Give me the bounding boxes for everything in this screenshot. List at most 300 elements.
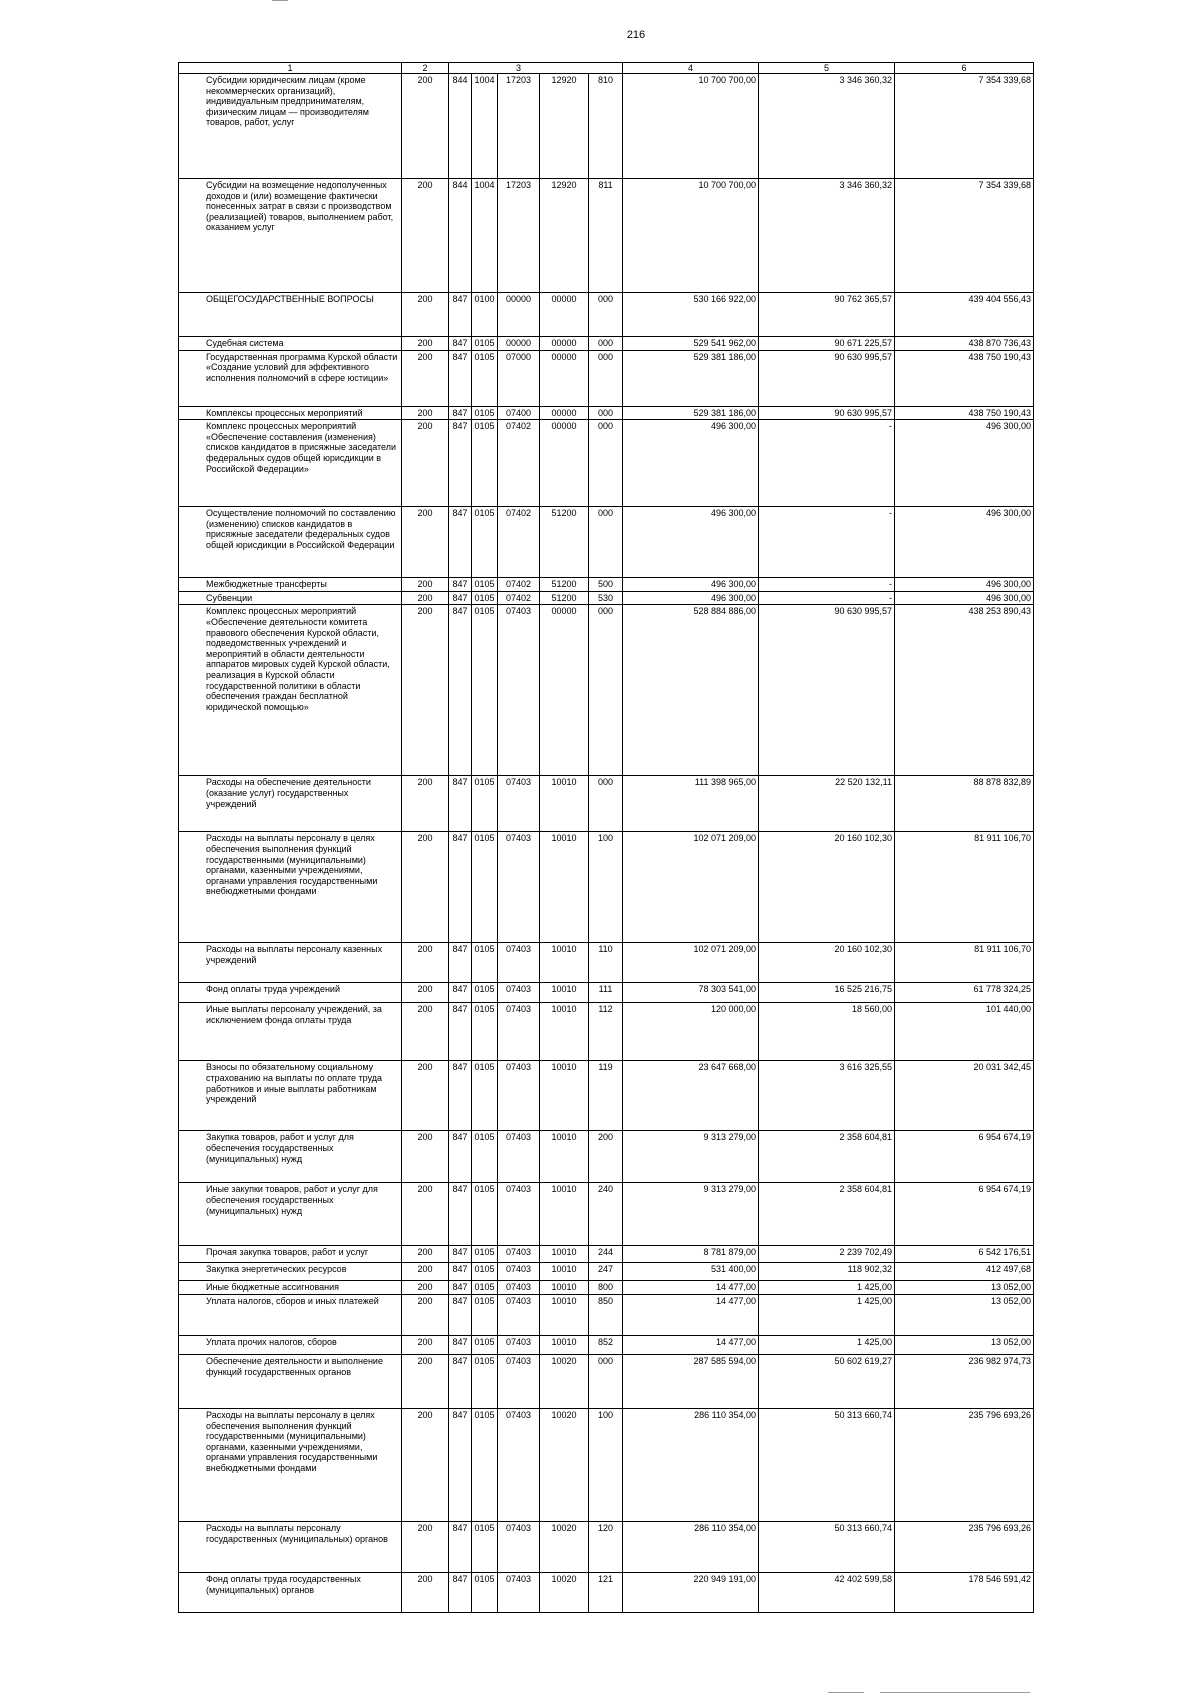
row-code: 200 (402, 591, 449, 605)
row-code: 119 (589, 1061, 623, 1131)
row-executed: 1 425,00 (759, 1336, 895, 1355)
row-code: 847 (449, 507, 472, 578)
row-unexecuted: 412 497,68 (895, 1263, 1034, 1281)
row-code: 07403 (498, 1573, 540, 1613)
row-code: 10020 (540, 1522, 589, 1573)
row-code: 07403 (498, 1522, 540, 1573)
row-executed: 90 762 365,57 (759, 293, 895, 337)
row-unexecuted: 438 750 190,43 (895, 350, 1034, 406)
row-code: 000 (589, 420, 623, 507)
row-code: 10010 (540, 1295, 589, 1336)
table-row (179, 1003, 1034, 1061)
row-code: 844 (449, 179, 472, 293)
row-code: 500 (589, 578, 623, 592)
row-executed: 50 313 660,74 (759, 1409, 895, 1522)
row-code: 200 (402, 1281, 449, 1295)
row-approved: 529 541 962,00 (623, 337, 759, 351)
row-code: 00000 (540, 337, 589, 351)
row-code: 847 (449, 1246, 472, 1263)
table-row (179, 1573, 1034, 1613)
row-code: 110 (589, 943, 623, 983)
header-cell (472, 63, 498, 74)
table-row (179, 1131, 1034, 1183)
row-code: 240 (589, 1183, 623, 1246)
row-code: 200 (402, 337, 449, 351)
row-code: 200 (402, 832, 449, 943)
row-code: 0105 (472, 1246, 498, 1263)
row-approved: 10 700 700,00 (623, 179, 759, 293)
row-code: 847 (449, 1336, 472, 1355)
row-code: 07403 (498, 1061, 540, 1131)
row-code: 847 (449, 1522, 472, 1573)
row-code: 200 (402, 74, 449, 179)
table-row (179, 350, 1034, 406)
row-approved: 528 884 886,00 (623, 605, 759, 776)
row-executed: 3 346 360,32 (759, 179, 895, 293)
table-row (179, 1183, 1034, 1246)
row-code: 12920 (540, 179, 589, 293)
row-code: 07403 (498, 1183, 540, 1246)
row-code: 00000 (540, 350, 589, 406)
row-code: 847 (449, 406, 472, 420)
row-code: 200 (402, 293, 449, 337)
row-approved: 78 303 541,00 (623, 983, 759, 1003)
row-code: 0105 (472, 1295, 498, 1336)
row-code: 07402 (498, 507, 540, 578)
row-executed: 1 425,00 (759, 1295, 895, 1336)
row-code: 847 (449, 605, 472, 776)
row-code: 200 (402, 1061, 449, 1131)
row-name: Межбюджетные трансферты (179, 578, 402, 592)
row-executed: 50 602 619,27 (759, 1355, 895, 1409)
row-code: 852 (589, 1336, 623, 1355)
row-code: 07403 (498, 832, 540, 943)
row-code: 07402 (498, 591, 540, 605)
row-code: 07400 (498, 406, 540, 420)
row-executed: 90 671 225,57 (759, 337, 895, 351)
table-row (179, 1409, 1034, 1522)
row-approved: 531 400,00 (623, 1263, 759, 1281)
row-code: 121 (589, 1573, 623, 1613)
row-code: 847 (449, 578, 472, 592)
row-code: 07403 (498, 1336, 540, 1355)
row-executed: 42 402 599,58 (759, 1573, 895, 1613)
row-code: 200 (402, 776, 449, 832)
row-code: 0100 (472, 293, 498, 337)
row-name: Уплата налогов, сборов и иных платежей (179, 1295, 402, 1336)
row-code: 847 (449, 420, 472, 507)
row-unexecuted: 81 911 106,70 (895, 832, 1034, 943)
row-code: 0105 (472, 1409, 498, 1522)
row-approved: 10 700 700,00 (623, 74, 759, 179)
row-code: 0105 (472, 406, 498, 420)
row-code: 12920 (540, 74, 589, 179)
row-code: 200 (402, 1295, 449, 1336)
row-name: Субвенции (179, 591, 402, 605)
row-code: 00000 (498, 293, 540, 337)
row-code: 0105 (472, 507, 498, 578)
row-unexecuted: 6 542 176,51 (895, 1246, 1034, 1263)
row-code: 10010 (540, 1061, 589, 1131)
row-code: 847 (449, 832, 472, 943)
row-code: 10010 (540, 832, 589, 943)
row-unexecuted: 81 911 106,70 (895, 943, 1034, 983)
row-executed: - (759, 507, 895, 578)
row-code: 07403 (498, 983, 540, 1003)
row-approved: 529 381 186,00 (623, 350, 759, 406)
row-name: Государственная программа Курской области «Создание условий для эффективного исполнения полномочий в сфере юстиции» (179, 350, 402, 406)
row-code: 0105 (472, 1263, 498, 1281)
row-approved: 529 381 186,00 (623, 406, 759, 420)
row-unexecuted: 20 031 342,45 (895, 1061, 1034, 1131)
row-code: 0105 (472, 776, 498, 832)
row-unexecuted: 7 354 339,68 (895, 74, 1034, 179)
row-approved: 102 071 209,00 (623, 943, 759, 983)
row-name: Закупка товаров, работ и услуг для обеспечения государственных (муниципальных) нужд (179, 1131, 402, 1183)
header-cell: 6 (895, 63, 1034, 74)
row-executed: 90 630 995,57 (759, 406, 895, 420)
row-unexecuted: 101 440,00 (895, 1003, 1034, 1061)
row-executed: 50 313 660,74 (759, 1522, 895, 1573)
row-name: Уплата прочих налогов, сборов (179, 1336, 402, 1355)
row-code: 200 (402, 1522, 449, 1573)
row-code: 07403 (498, 776, 540, 832)
row-code: 200 (402, 1003, 449, 1061)
row-code: 244 (589, 1246, 623, 1263)
row-approved: 14 477,00 (623, 1281, 759, 1295)
row-approved: 496 300,00 (623, 420, 759, 507)
row-code: 000 (589, 293, 623, 337)
row-code: 844 (449, 74, 472, 179)
row-code: 0105 (472, 1336, 498, 1355)
row-name: Расходы на выплаты персоналу государственных (муниципальных) органов (179, 1522, 402, 1573)
header-cell: 5 (759, 63, 895, 74)
row-executed: - (759, 578, 895, 592)
row-unexecuted: 438 253 890,43 (895, 605, 1034, 776)
row-code: 847 (449, 1573, 472, 1613)
row-name: Субсидии на возмещение недополученных доходов и (или) возмещение фактически понесенных затрат в связи с производством (реализацией) товаров, выполнением работ, оказанием услуг (179, 179, 402, 293)
row-unexecuted: 88 878 832,89 (895, 776, 1034, 832)
row-code: 07403 (498, 1131, 540, 1183)
row-name: Иные бюджетные ассигнования (179, 1281, 402, 1295)
header-cell (589, 63, 623, 74)
row-executed: 2 358 604,81 (759, 1183, 895, 1246)
table-row (179, 406, 1034, 420)
table-row (179, 179, 1034, 293)
row-code: 847 (449, 943, 472, 983)
row-executed: 16 525 216,75 (759, 983, 895, 1003)
row-code: 10010 (540, 1246, 589, 1263)
row-code: 847 (449, 1061, 472, 1131)
row-code: 07403 (498, 1295, 540, 1336)
row-code: 0105 (472, 578, 498, 592)
row-executed: 90 630 995,57 (759, 605, 895, 776)
row-code: 112 (589, 1003, 623, 1061)
row-approved: 102 071 209,00 (623, 832, 759, 943)
row-code: 120 (589, 1522, 623, 1573)
row-code: 10010 (540, 1281, 589, 1295)
row-code: 200 (402, 420, 449, 507)
scan-mark (272, 0, 288, 1)
table-row (179, 605, 1034, 776)
row-unexecuted: 439 404 556,43 (895, 293, 1034, 337)
table-row (179, 507, 1034, 578)
row-code: 0105 (472, 1061, 498, 1131)
table-body (179, 63, 1034, 1613)
row-code: 200 (402, 1573, 449, 1613)
row-code: 10010 (540, 776, 589, 832)
row-unexecuted: 7 354 339,68 (895, 179, 1034, 293)
row-approved: 496 300,00 (623, 578, 759, 592)
table-row (179, 578, 1034, 592)
row-name: ОБЩЕГОСУДАРСТВЕННЫЕ ВОПРОСЫ (179, 293, 402, 337)
row-approved: 111 398 965,00 (623, 776, 759, 832)
row-code: 10010 (540, 983, 589, 1003)
table-row (179, 293, 1034, 337)
row-code: 811 (589, 179, 623, 293)
row-code: 200 (402, 578, 449, 592)
row-name: Расходы на выплаты персоналу казенных учреждений (179, 943, 402, 983)
row-approved: 530 166 922,00 (623, 293, 759, 337)
row-name: Обеспечение деятельности и выполнение функций государственных органов (179, 1355, 402, 1409)
row-approved: 23 647 668,00 (623, 1061, 759, 1131)
row-name: Расходы на выплаты персоналу в целях обеспечения выполнения функций государственными (муниципальными) органами, казенными учреждениями, органами управления государственными внебюджетными фондами (179, 1409, 402, 1522)
row-code: 847 (449, 983, 472, 1003)
row-code: 200 (402, 1355, 449, 1409)
row-code: 10020 (540, 1573, 589, 1613)
table-row (179, 420, 1034, 507)
row-name: Фонд оплаты труда государственных (муниципальных) органов (179, 1573, 402, 1613)
table-row (179, 832, 1034, 943)
row-code: 000 (589, 605, 623, 776)
row-code: 847 (449, 776, 472, 832)
row-executed: 3 616 325,55 (759, 1061, 895, 1131)
row-name: Иные закупки товаров, работ и услуг для обеспечения государственных (муниципальных) нужд (179, 1183, 402, 1246)
row-code: 100 (589, 1409, 623, 1522)
row-executed: 90 630 995,57 (759, 350, 895, 406)
row-approved: 8 781 879,00 (623, 1246, 759, 1263)
row-code: 847 (449, 337, 472, 351)
row-code: 51200 (540, 507, 589, 578)
row-unexecuted: 13 052,00 (895, 1281, 1034, 1295)
row-name: Расходы на обеспечение деятельности (оказание услуг) государственных учреждений (179, 776, 402, 832)
row-approved: 496 300,00 (623, 507, 759, 578)
row-code: 10010 (540, 1003, 589, 1061)
row-approved: 9 313 279,00 (623, 1183, 759, 1246)
row-code: 847 (449, 1131, 472, 1183)
row-code: 200 (402, 605, 449, 776)
row-code: 07403 (498, 1355, 540, 1409)
row-code: 847 (449, 1263, 472, 1281)
row-executed: 18 560,00 (759, 1003, 895, 1061)
row-code: 10010 (540, 1183, 589, 1246)
row-name: Комплексы процессных мероприятий (179, 406, 402, 420)
table-row (179, 591, 1034, 605)
header-cell: 1 (179, 63, 402, 74)
row-code: 0105 (472, 591, 498, 605)
row-code: 200 (402, 1409, 449, 1522)
row-code: 0105 (472, 983, 498, 1003)
row-code: 0105 (472, 832, 498, 943)
row-code: 0105 (472, 1131, 498, 1183)
row-code: 07402 (498, 420, 540, 507)
row-code: 10010 (540, 943, 589, 983)
row-code: 17203 (498, 179, 540, 293)
row-code: 51200 (540, 578, 589, 592)
row-unexecuted: 13 052,00 (895, 1295, 1034, 1336)
row-name: Закупка энергетических ресурсов (179, 1263, 402, 1281)
row-name: Фонд оплаты труда учреждений (179, 983, 402, 1003)
row-unexecuted: 13 052,00 (895, 1336, 1034, 1355)
table-row (179, 1522, 1034, 1573)
row-unexecuted: 496 300,00 (895, 507, 1034, 578)
row-name: Субсидии юридическим лицам (кроме некоммерческих организаций), индивидуальным предпринимателям, физическим лицам — производителям товаров, работ, услуг (179, 74, 402, 179)
row-executed: 2 358 604,81 (759, 1131, 895, 1183)
row-unexecuted: 6 954 674,19 (895, 1183, 1034, 1246)
row-code: 200 (402, 1183, 449, 1246)
row-code: 0105 (472, 1003, 498, 1061)
row-code: 000 (589, 350, 623, 406)
row-code: 847 (449, 1355, 472, 1409)
row-executed: 118 902,32 (759, 1263, 895, 1281)
table-row (179, 943, 1034, 983)
row-code: 07403 (498, 1263, 540, 1281)
row-unexecuted: 236 982 974,73 (895, 1355, 1034, 1409)
row-code: 200 (402, 1246, 449, 1263)
row-code: 847 (449, 293, 472, 337)
row-code: 000 (589, 406, 623, 420)
row-executed: 20 160 102,30 (759, 832, 895, 943)
row-code: 200 (402, 1131, 449, 1183)
row-code: 07402 (498, 578, 540, 592)
row-code: 200 (402, 350, 449, 406)
row-unexecuted: 235 796 693,26 (895, 1522, 1034, 1573)
row-code: 0105 (472, 1281, 498, 1295)
row-code: 000 (589, 1355, 623, 1409)
row-name: Расходы на выплаты персоналу в целях обеспечения выполнения функций государственными (муниципальными) органами, казенными учреждениями, органами управления государственными внебюджетными фондами (179, 832, 402, 943)
row-executed: - (759, 420, 895, 507)
row-code: 200 (589, 1131, 623, 1183)
row-code: 07403 (498, 1281, 540, 1295)
row-code: 0105 (472, 943, 498, 983)
scan-mark (828, 1692, 864, 1693)
row-code: 111 (589, 983, 623, 1003)
page-number: 216 (626, 29, 646, 41)
row-code: 0105 (472, 605, 498, 776)
row-code: 0105 (472, 1355, 498, 1409)
header-row (179, 63, 1034, 74)
row-approved: 286 110 354,00 (623, 1409, 759, 1522)
row-approved: 120 000,00 (623, 1003, 759, 1061)
row-executed: 3 346 360,32 (759, 74, 895, 179)
row-code: 00000 (540, 406, 589, 420)
header-cell (449, 63, 472, 74)
row-code: 200 (402, 406, 449, 420)
row-executed: 1 425,00 (759, 1281, 895, 1295)
row-code: 17203 (498, 74, 540, 179)
table-row (179, 74, 1034, 179)
row-code: 10020 (540, 1409, 589, 1522)
row-code: 07000 (498, 350, 540, 406)
row-executed: 20 160 102,30 (759, 943, 895, 983)
row-code: 200 (402, 943, 449, 983)
row-code: 200 (402, 1336, 449, 1355)
row-executed: 22 520 132,11 (759, 776, 895, 832)
row-code: 847 (449, 1295, 472, 1336)
row-code: 200 (402, 983, 449, 1003)
row-code: 847 (449, 1003, 472, 1061)
row-code: 07403 (498, 1409, 540, 1522)
row-name: Иные выплаты персоналу учреждений, за исключением фонда оплаты труда (179, 1003, 402, 1061)
row-code: 07403 (498, 605, 540, 776)
table-row (179, 337, 1034, 351)
row-code: 00000 (498, 337, 540, 351)
row-unexecuted: 6 954 674,19 (895, 1131, 1034, 1183)
row-code: 10010 (540, 1131, 589, 1183)
row-code: 07403 (498, 1246, 540, 1263)
row-code: 810 (589, 74, 623, 179)
row-code: 00000 (540, 420, 589, 507)
row-code: 10010 (540, 1336, 589, 1355)
row-code: 10010 (540, 1263, 589, 1281)
table-row (179, 1061, 1034, 1131)
row-code: 200 (402, 179, 449, 293)
row-code: 0105 (472, 1573, 498, 1613)
row-code: 847 (449, 350, 472, 406)
table-row (179, 776, 1034, 832)
row-approved: 287 585 594,00 (623, 1355, 759, 1409)
row-name: Взносы по обязательному социальному страхованию на выплаты по оплате труда работников и иные выплаты работникам учреждений (179, 1061, 402, 1131)
table-row (179, 1336, 1034, 1355)
row-name: Осуществление полномочий по составлению (изменению) списков кандидатов в присяжные заседатели федеральных судов общей юрисдикции в Российской Федерации (179, 507, 402, 578)
row-name: Комплекс процессных мероприятий «Обеспечение деятельности комитета правового обеспечения Курской области, подведомственных учреждений и мероприятий в области деятельности аппаратов мировых судей Курской области, реализация в Курской области государственной политики в области обеспечения граждан бесплатной юридической помощью» (179, 605, 402, 776)
row-code: 530 (589, 591, 623, 605)
row-unexecuted: 496 300,00 (895, 591, 1034, 605)
table-row (179, 1246, 1034, 1263)
row-code: 000 (589, 507, 623, 578)
row-code: 00000 (540, 605, 589, 776)
row-code: 0105 (472, 1183, 498, 1246)
table-row (179, 1263, 1034, 1281)
header-cell: 2 (402, 63, 449, 74)
row-approved: 14 477,00 (623, 1336, 759, 1355)
row-code: 847 (449, 1281, 472, 1295)
row-code: 07403 (498, 1003, 540, 1061)
row-code: 847 (449, 1409, 472, 1522)
row-unexecuted: 438 870 736,43 (895, 337, 1034, 351)
row-code: 200 (402, 507, 449, 578)
table-row (179, 1295, 1034, 1336)
row-approved: 14 477,00 (623, 1295, 759, 1336)
header-cell (540, 63, 589, 74)
row-code: 0105 (472, 420, 498, 507)
row-code: 800 (589, 1281, 623, 1295)
header-cell: 3 (498, 63, 540, 74)
row-code: 00000 (540, 293, 589, 337)
row-approved: 496 300,00 (623, 591, 759, 605)
row-name: Прочая закупка товаров, работ и услуг (179, 1246, 402, 1263)
row-code: 850 (589, 1295, 623, 1336)
row-code: 1004 (472, 74, 498, 179)
row-code: 07403 (498, 943, 540, 983)
row-code: 847 (449, 591, 472, 605)
row-code: 10020 (540, 1355, 589, 1409)
row-code: 0105 (472, 337, 498, 351)
row-unexecuted: 496 300,00 (895, 578, 1034, 592)
row-unexecuted: 178 546 591,42 (895, 1573, 1034, 1613)
row-code: 000 (589, 337, 623, 351)
table-row (179, 1355, 1034, 1409)
